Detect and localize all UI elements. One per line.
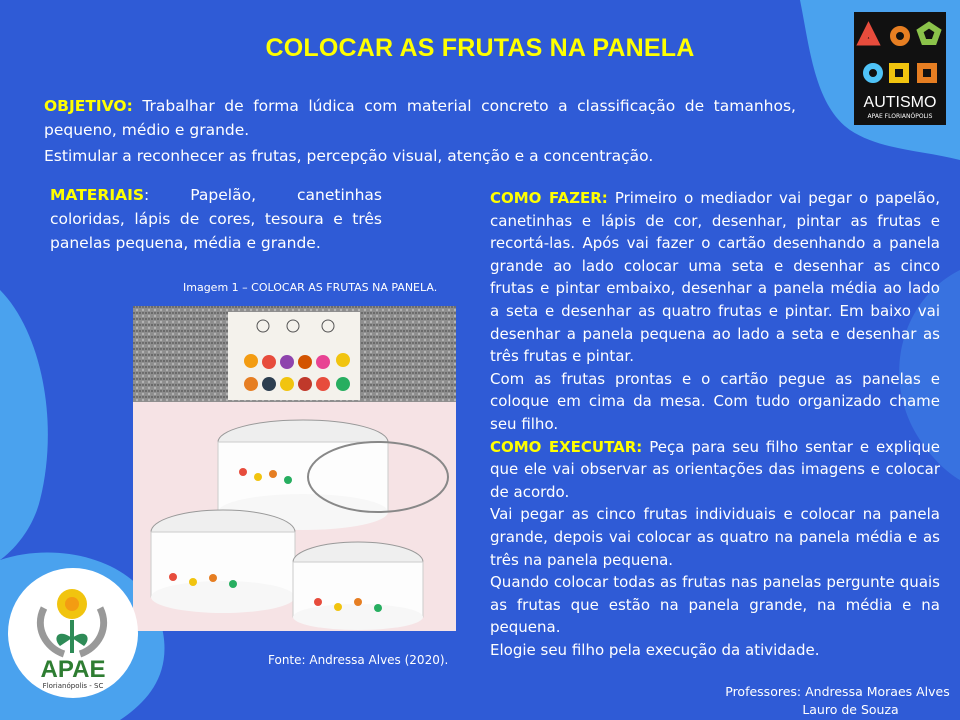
objetivo-label: OBJETIVO:: [44, 97, 133, 115]
fruit-card-illustration: [133, 306, 456, 402]
image-caption: Imagem 1 – COLOCAR AS FRUTAS NA PANELA.: [183, 281, 438, 294]
autismo-logo: [854, 12, 946, 125]
como-executar-text-2: Vai pegar as cinco frutas individuais e colocar na panela grande, depois vai colocar as quatro na panela média e as três na panela pequena.: [490, 505, 940, 569]
objetivo-text: Trabalhar de forma lúdica com material concreto a classificação de tamanhos, pequeno, médio e grande.: [44, 97, 796, 139]
pots-illustration: [133, 402, 456, 631]
materiais-label: MATERIAIS: [50, 186, 145, 204]
como-executar-text-3: Quando colocar todas as frutas nas panelas pergunte quais as frutas que estão na panela grande, na média e na pequena.: [490, 573, 940, 637]
apae-logo: [8, 568, 138, 698]
autismo-logo-sub: APAE FLORIANÓPOLIS: [867, 113, 933, 120]
como-executar-text-4: Elogie seu filho pela execução da atividade.: [490, 640, 820, 659]
materiais-text: : Papelão, canetinhas coloridas, lápis de cores, tesoura e três panelas pequena, média e grande.: [50, 186, 382, 252]
como-fazer-block: [490, 187, 940, 661]
materiais-block: [50, 183, 382, 255]
apae-logo-name: APAE: [40, 656, 106, 683]
credits-line-2: Lauro de Souza: [802, 702, 899, 717]
image-source: Fonte: Andressa Alves (2020).: [268, 653, 449, 667]
page-title: COLOCAR AS FRUTAS NA PANELA: [265, 34, 695, 62]
como-executar-text: Peça para seu filho sentar e explique que ele vai observar as orientações das imagens e colocar de acordo.: [490, 437, 940, 501]
photo-fruit-card: [133, 306, 456, 402]
objetivo-text-2: Estimular a reconhecer as frutas, percepção visual, atenção e a concentração.: [44, 147, 654, 165]
objetivo-block: [44, 94, 796, 142]
photo-pots: [133, 402, 456, 631]
credits-line-1: Professores: Andressa Moraes Alves: [725, 684, 950, 699]
como-executar-label: COMO EXECUTAR:: [490, 437, 643, 456]
apae-logo-sub: Florianópolis - SC: [42, 682, 104, 690]
como-executar-block: [490, 436, 940, 504]
credits: [715, 683, 960, 719]
como-fazer-label: COMO FAZER:: [490, 189, 608, 207]
como-fazer-text: Primeiro o mediador vai pegar o papelão, canetinhas e lápis de cor, desenhar, pintar as frutas e recortá-las. Após vai fazer o cartão desenhando a panela grande ao lado colocar uma seta e desenhar as cinco frutas e pintar embaixo, desenhar a panela média ao lado a seta e desenhar as quatro frutas e pintar. Em baixo vai desenhar a panela pequena ao lado a seta e desenhar as três frutas e pintar.: [490, 189, 940, 366]
como-fazer-text-2: Com as frutas prontas e o cartão pegue as panelas e coloque em cima da mesa. Com tudo organizado chame seu filho.: [490, 369, 940, 433]
autismo-logo-name: AUTISMO: [863, 94, 937, 111]
